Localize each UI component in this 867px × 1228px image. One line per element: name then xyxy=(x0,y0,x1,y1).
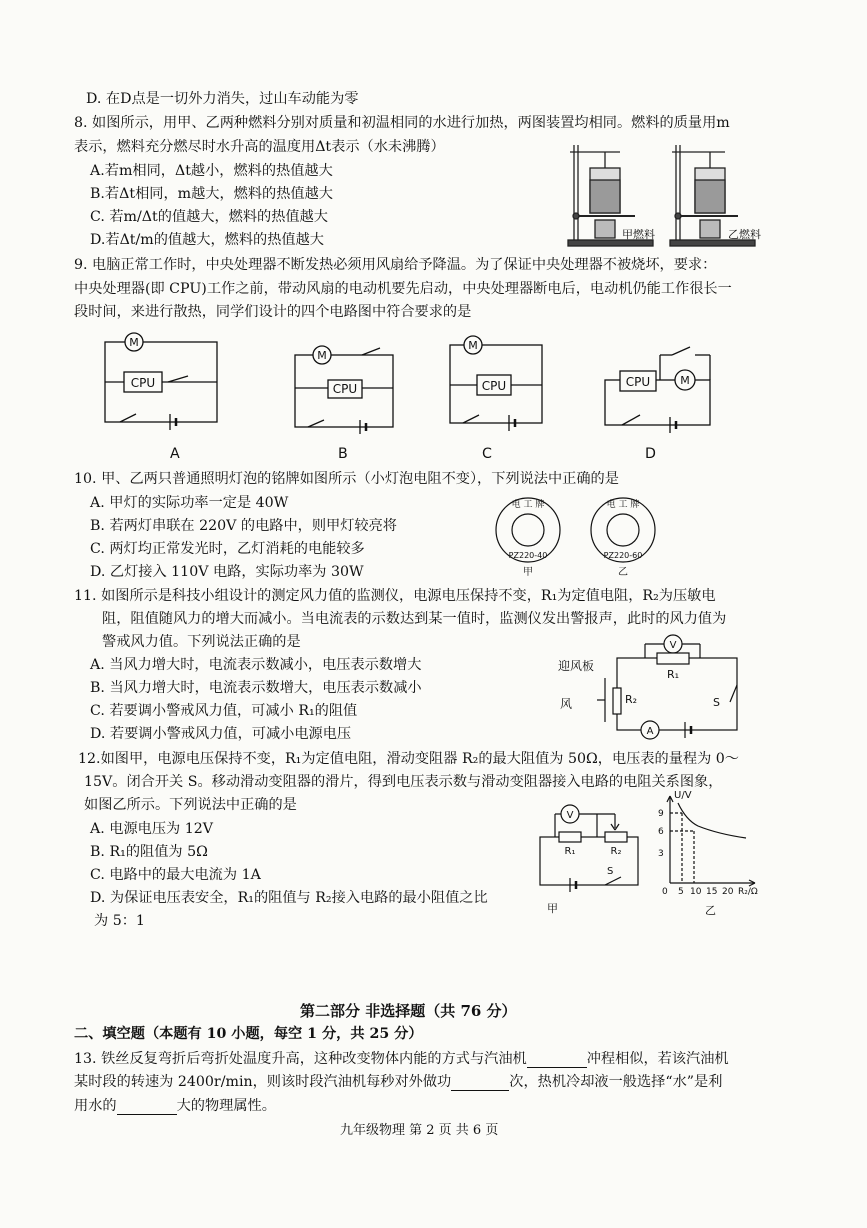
graph-ytick-6: 6 xyxy=(658,827,664,837)
q11-stem-line1: 11. 如图所示是科技小组设计的测定风力值的监测仪，电源电压保持不变，R₁为定值电阻，R₂为压敏电 xyxy=(74,588,716,604)
q11-stem-line3: 警戒风力值。下列说法正确的是 xyxy=(102,634,301,650)
q9-circuit-b xyxy=(290,340,400,435)
q9-letter-b: B xyxy=(338,446,348,462)
graph-xtick-10: 10 xyxy=(690,887,702,897)
q9d-cpu: CPU xyxy=(625,375,651,389)
q12-option-c: C. 电路中的最大电流为 1A xyxy=(90,867,261,883)
q11-label-s: S xyxy=(713,696,720,709)
q10-label-yi: 乙 xyxy=(618,567,628,578)
q11-option-b: B. 当风力增大时，电流表示数增大，电压表示数减小 xyxy=(90,680,422,696)
q9-stem-line2: 中央处理器(即 CPU)工作之前，带动风扇的电动机要先启动，中央处理器断电后，电动机仍能工作很长一 xyxy=(74,281,732,297)
q10-spec-2: PZ220-60 xyxy=(603,551,643,560)
q12-graph-yi xyxy=(650,788,770,918)
q12-option-b: B. R₁的阻值为 5Ω xyxy=(90,844,208,860)
graph-xtick-20: 20 xyxy=(722,887,734,897)
q11-option-a: A. 当风力增大时，电流表示数减小，电压表示数增大 xyxy=(90,657,422,673)
q8-option-a: A.若m相同，Δt越小，燃料的热值越大 xyxy=(90,163,333,179)
q12-option-d-cont: 为 5：1 xyxy=(94,913,145,929)
q8-option-c: C. 若m/Δt的值越大，燃料的热值越大 xyxy=(90,209,328,225)
q11-option-c: C. 若要调小警戒风力值，可减小 R₁的阻值 xyxy=(90,703,358,719)
q11-label-v: V xyxy=(669,640,677,651)
q11-label-plate: 迎风板 xyxy=(558,659,595,673)
q13-line3: 用水的 大的物理属性。 xyxy=(74,1098,276,1114)
q10-brand-1: 电 工 牌 xyxy=(511,500,545,510)
graph-ylabel: U/V xyxy=(674,790,692,801)
q12-label-jia: 甲 xyxy=(547,902,558,915)
q9d-motor: M xyxy=(680,374,690,387)
q10-option-d: D. 乙灯接入 110V 电路，实际功率为 30W xyxy=(90,564,364,580)
q8-option-d: D.若Δt/m的值越大，燃料的热值越大 xyxy=(90,232,324,248)
graph-ytick-3: 3 xyxy=(658,849,664,859)
q12-label-yi: 乙 xyxy=(705,904,716,917)
graph-curve xyxy=(678,803,746,838)
q8-option-b: B.若Δt相同，m越大，燃料的热值越大 xyxy=(90,186,333,202)
q11-stem-line2: 阻，阻值随风力的增大而减小。当电流表的示数达到某一值时，监测仪发出警报声，此时的风力值为 xyxy=(102,611,727,627)
q9-circuit-d xyxy=(600,335,720,435)
q13-blank-3[interactable] xyxy=(117,1100,177,1115)
q9b-motor: M xyxy=(317,349,327,362)
q8-label-jia: 甲燃料 xyxy=(622,228,655,241)
q9a-cpu: CPU xyxy=(130,376,156,390)
q11-option-d: D. 若要调小警戒风力值，可减小电源电压 xyxy=(90,726,352,742)
q12-stem-line3: 如图乙所示。下列说法中正确的是 xyxy=(84,797,297,813)
graph-xlabel: R₂/Ω xyxy=(738,887,758,897)
q11-wind-monitor-figure xyxy=(555,630,755,745)
q10-label-jia: 甲 xyxy=(523,567,533,578)
q10-bulb-nameplates xyxy=(495,495,675,578)
q11-label-a: A xyxy=(646,726,654,737)
q12-stem-line1: 12.如图甲，电源电压保持不变，R₁为定值电阻，滑动变阻器 R₂的最大阻值为 50Ω，电压表的量程为 0～ xyxy=(78,751,739,767)
q10-brand-2: 电 工 牌 xyxy=(606,500,640,510)
q10-option-b: B. 若两灯串联在 220V 的电路中，则甲灯较亮将 xyxy=(90,518,397,534)
q12-label-r2: R₂ xyxy=(610,846,622,857)
q10-stem: 10. 甲、乙两只普通照明灯泡的铭牌如图所示（小灯泡电阻不变），下列说法中正确的是 xyxy=(74,471,619,487)
q9-stem-line1: 9. 电脑正常工作时，中央处理器不断发热必须用风扇给予降温。为了保证中央处理器不被烧坏，要求： xyxy=(74,257,717,273)
part2-title: 第二部分 非选择题（共 76 分） xyxy=(300,1002,517,1020)
q9-circuit-a xyxy=(100,330,225,430)
q7-option-d: D. 在D点是一切外力消失，过山车动能为零 xyxy=(86,91,359,107)
q8-heating-figure xyxy=(560,140,780,255)
q11-label-r1: R₁ xyxy=(667,668,680,681)
q12-circuit-jia xyxy=(535,800,645,915)
q13-line1: 13. 铁丝反复弯折后弯折处温度升高，这种改变物体内能的方式与汽油机 冲程相似，若该汽油机 xyxy=(74,1051,729,1067)
q12-option-d: D. 为保证电压表安全，R₁的阻值与 R₂接入电路的最小阻值之比 xyxy=(90,890,488,906)
q11-label-r2: R₂ xyxy=(625,693,638,706)
q12-stem-line2: 15V。闭合开关 S。移动滑动变阻器的滑片，得到电压表示数与滑动变阻器接入电路的电阻关系图象， xyxy=(84,774,723,790)
q9-circuit-c xyxy=(445,333,550,433)
q9-letter-d: D xyxy=(645,446,656,462)
q9b-cpu: CPU xyxy=(332,382,358,396)
page-footer: 九年级物理 第 2 页 共 6 页 xyxy=(340,1123,499,1138)
graph-xtick-5: 5 xyxy=(678,887,684,897)
q13-blank-1[interactable] xyxy=(527,1053,587,1068)
graph-xtick-0: 0 xyxy=(662,887,668,897)
q8-label-yi: 乙燃料 xyxy=(728,228,761,241)
q12-label-s: S xyxy=(607,866,614,877)
q9-stem-line3: 段时间，来进行散热，同学们设计的四个电路图中符合要求的是 xyxy=(74,304,472,320)
q13-line2: 某时段的转速为 2400r/min，则该时段汽油机每秒对外做功 次，热机冷却液一般选择“水”是利 xyxy=(74,1074,723,1090)
q8-stem-line1: 8. 如图所示，用甲、乙两种燃料分别对质量和初温相同的水进行加热，两图装置均相同。燃料的质量用m xyxy=(74,115,730,131)
q12-label-v: V xyxy=(566,810,574,821)
q10-option-c: C. 两灯均正常发光时，乙灯消耗的电能较多 xyxy=(90,541,365,557)
q13-blank-2[interactable] xyxy=(451,1076,509,1091)
q10-spec-1: PZ220-40 xyxy=(508,551,548,560)
q11-label-wind: 风 xyxy=(560,697,573,711)
q12-label-r1: R₁ xyxy=(564,846,576,857)
graph-xtick-15: 15 xyxy=(706,887,718,897)
q10-option-a: A. 甲灯的实际功率一定是 40W xyxy=(90,495,289,511)
q9-letter-a: A xyxy=(170,446,180,462)
q8-stem-line2: 表示，燃料充分燃尽时水升高的温度用Δt表示（水未沸腾） xyxy=(74,139,445,155)
q9-letter-c: C xyxy=(482,446,492,462)
q12-option-a: A. 电源电压为 12V xyxy=(90,821,214,837)
q9c-cpu: CPU xyxy=(481,379,507,393)
q9a-motor: M xyxy=(129,336,139,349)
q9c-motor: M xyxy=(468,339,478,352)
part2-section: 二、填空题（本题有 10 小题，每空 1 分，共 25 分） xyxy=(74,1026,423,1042)
graph-ytick-9: 9 xyxy=(658,809,664,819)
